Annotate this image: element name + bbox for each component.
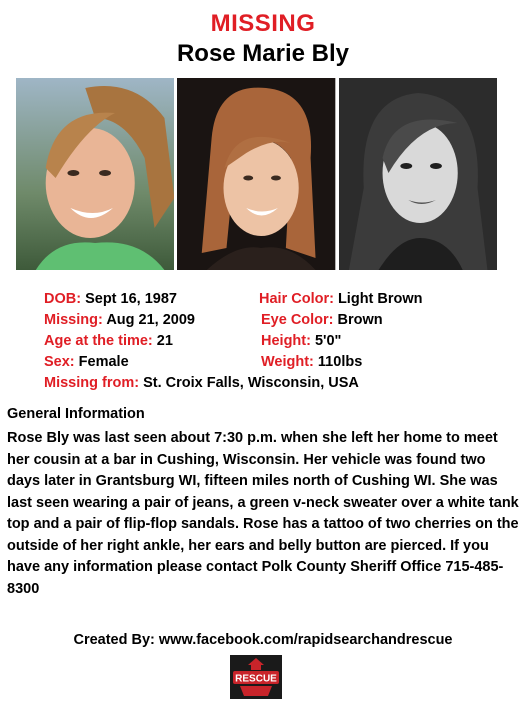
height-label: Height: [261, 333, 311, 349]
logo-text: RESCUE [235, 673, 277, 685]
general-info-body: Rose Bly was last seen about 7:30 p.m. when she left her home to meet her cousin at a bar in Cushing, Wisconsin. Her vehicle was found two days later in Grantsburg WI, fifteen miles north of Cushing WI. She was last seen wearing a pair of jeans, a green v-neck sweater over a white tank top and a pair of flip-flop sandals. Rose has a tattoo of two cherries on the outside of her right ankle, her ears and belly button are pierced. If you have any information please contact Polk County Sheriff Office 715-485-8300 [7, 430, 519, 597]
dob-value: Sept 16, 1987 [85, 291, 177, 307]
rescue-logo [230, 655, 282, 699]
missing-from-label: Missing from: [44, 375, 140, 391]
portrait-photo-2-icon [177, 78, 335, 270]
hair-row [259, 291, 423, 307]
rescue-logo-icon [230, 655, 282, 699]
eye-value: Brown [337, 312, 383, 328]
general-info-title: General Information [7, 406, 145, 422]
age-value: 21 [156, 333, 173, 349]
photo-3 [339, 78, 497, 270]
dob-label: DOB: [44, 291, 82, 307]
height-row [261, 333, 341, 349]
missing-from-row [44, 375, 359, 391]
sex-value: Female [78, 354, 129, 370]
portrait-photo-1-icon [16, 78, 174, 270]
person-name: Rose Marie Bly [176, 40, 350, 67]
missing-row [44, 312, 195, 328]
missing-value: Aug 21, 2009 [106, 312, 195, 328]
portrait-photo-3-icon [339, 78, 497, 270]
missing-headline: MISSING [210, 10, 316, 37]
dob-row [44, 291, 177, 307]
photo-strip [16, 78, 497, 270]
eye-row [261, 312, 383, 328]
missing-label: Missing: [44, 312, 103, 328]
photo-1 [16, 78, 174, 270]
weight-value: 110lbs [317, 354, 363, 370]
hair-label: Hair Color: [259, 291, 334, 307]
sex-label: Sex: [44, 354, 75, 370]
credit-line: Created By: www.facebook.com/rapidsearchandrescue [73, 632, 453, 648]
photo-2 [177, 78, 335, 270]
age-label: Age at the time: [44, 333, 153, 349]
age-row [44, 333, 173, 349]
missing-from-value: St. Croix Falls, Wisconsin, USA [143, 375, 359, 391]
height-value: 5'0" [314, 333, 342, 349]
eye-label: Eye Color: [261, 312, 334, 328]
weight-label: Weight: [261, 354, 314, 370]
hair-value: Light Brown [337, 291, 423, 307]
sex-row [44, 354, 129, 370]
weight-row [261, 354, 362, 370]
